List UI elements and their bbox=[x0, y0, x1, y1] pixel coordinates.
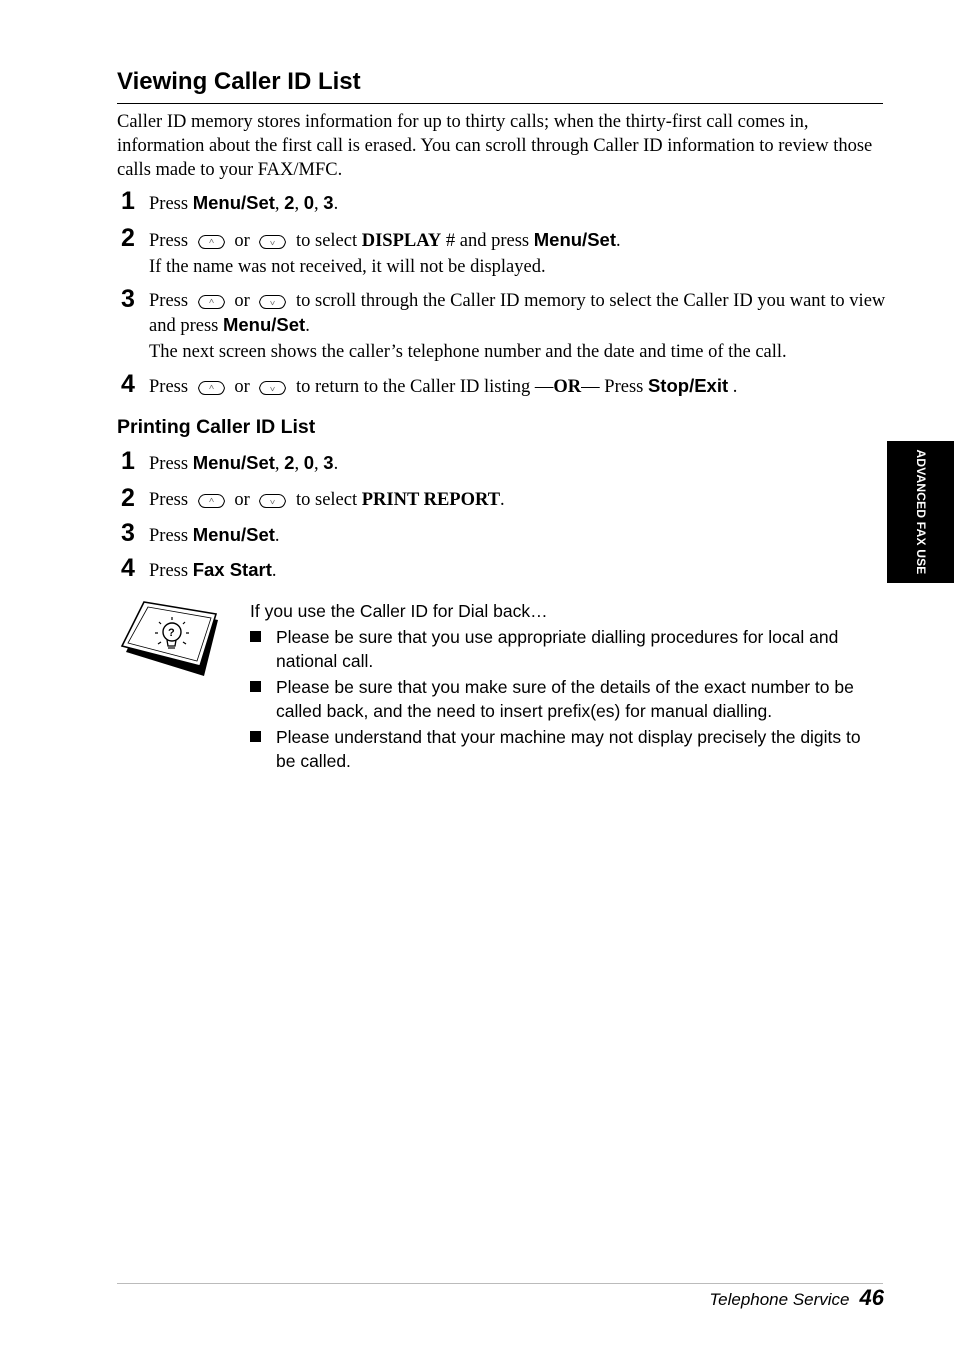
step-text: Press bbox=[149, 291, 193, 311]
separator: , bbox=[314, 194, 324, 214]
separator: , bbox=[314, 454, 324, 474]
viewing-step-1 bbox=[117, 187, 887, 216]
step-text: Press bbox=[149, 561, 193, 581]
separator: , bbox=[274, 194, 285, 214]
step-number: 2 bbox=[121, 484, 135, 512]
footer-divider bbox=[117, 1283, 883, 1284]
square-bullet-icon bbox=[250, 731, 261, 742]
step-text: Press bbox=[149, 231, 193, 251]
menu-option: PRINT REPORT bbox=[361, 490, 501, 510]
square-bullet-icon bbox=[250, 631, 261, 642]
step-text: Press bbox=[149, 490, 193, 510]
punctuation: . bbox=[271, 561, 277, 581]
key-label: Menu/Set bbox=[533, 229, 616, 250]
note-item-text: Please be sure that you use appropriate dialling procedures for local and national call. bbox=[276, 627, 839, 671]
note-item-text: Please be sure that you make sure of the details of the exact number to be called back, and the need to insert prefix(es) for manual dialling. bbox=[276, 677, 854, 721]
chapter-side-tab-label: ADVANCED FAX USE bbox=[913, 449, 928, 575]
step-note: The next screen shows the caller’s telephone number and the date and time of the call. bbox=[149, 342, 787, 362]
key-label: Menu/Set bbox=[192, 192, 275, 213]
step-text: Press bbox=[149, 526, 193, 546]
footer-section-name: Telephone Service bbox=[709, 1290, 850, 1309]
lightbulb-note-icon bbox=[120, 600, 224, 678]
viewing-step-3 bbox=[117, 285, 887, 364]
key-label: 3 bbox=[323, 192, 334, 213]
key-label: Menu/Set bbox=[192, 452, 275, 473]
intro-paragraph: Caller ID memory stores information for up to thirty calls; when the thirty-first call comes in, information about the first call is erased. You can scroll through Caller ID information to review those calls made to your FAX/MFC. bbox=[117, 112, 873, 180]
step-text: Press bbox=[149, 454, 193, 474]
step-number: 1 bbox=[121, 187, 135, 215]
step-text: to select bbox=[291, 490, 362, 510]
key-label: Fax Start bbox=[192, 559, 272, 580]
up-arrow-key-icon bbox=[197, 380, 226, 396]
up-arrow-key-icon bbox=[197, 493, 226, 509]
key-label: 3 bbox=[323, 452, 334, 473]
step-text: or bbox=[229, 490, 255, 510]
step-text: to return to the Caller ID listing — bbox=[291, 377, 554, 397]
down-arrow-key-icon bbox=[258, 493, 287, 509]
note-item bbox=[250, 625, 880, 673]
note-lead: If you use the Caller ID for Dial back… bbox=[250, 601, 548, 621]
step-number: 2 bbox=[121, 224, 135, 252]
step-text: to select bbox=[291, 231, 362, 251]
punctuation: . bbox=[333, 454, 339, 474]
up-arrow-key-icon bbox=[197, 234, 226, 250]
key-label: 2 bbox=[284, 452, 295, 473]
down-arrow-key-icon bbox=[258, 380, 287, 396]
menu-option: DISPLAY bbox=[361, 231, 442, 251]
page-footer bbox=[709, 1285, 884, 1311]
or-keyword: OR bbox=[553, 377, 582, 397]
punctuation: . bbox=[274, 526, 280, 546]
printing-step-3 bbox=[117, 519, 887, 548]
down-arrow-key-icon bbox=[258, 294, 287, 310]
key-label: Menu/Set bbox=[222, 314, 306, 335]
viewing-step-4 bbox=[117, 370, 887, 399]
printing-step-4 bbox=[117, 554, 887, 583]
svg-text:?: ? bbox=[168, 627, 175, 639]
page-title: Viewing Caller ID List bbox=[117, 68, 361, 95]
punctuation: . bbox=[333, 194, 339, 214]
step-text: # and press bbox=[441, 231, 534, 251]
step-text: to scroll through the Caller ID memory to select the Caller ID you want to view and press bbox=[149, 291, 886, 336]
note-item bbox=[250, 675, 880, 723]
step-text: Press bbox=[149, 377, 193, 397]
key-label: 0 bbox=[303, 452, 315, 473]
square-bullet-icon bbox=[250, 681, 261, 692]
key-label: Stop/Exit bbox=[647, 375, 729, 396]
step-text: Press bbox=[149, 194, 193, 214]
separator: , bbox=[274, 454, 285, 474]
printing-step-1 bbox=[117, 447, 887, 476]
separator: , bbox=[294, 194, 304, 214]
note-item-text: Please understand that your machine may not display precisely the digits to be called. bbox=[276, 727, 861, 771]
down-arrow-key-icon bbox=[258, 234, 287, 250]
step-text: or bbox=[229, 291, 255, 311]
key-label: 0 bbox=[303, 192, 315, 213]
punctuation: . bbox=[615, 231, 621, 251]
printing-step-2 bbox=[117, 484, 887, 512]
key-label: Menu/Set bbox=[192, 524, 275, 545]
section-subtitle: Printing Caller ID List bbox=[117, 416, 316, 438]
note-item bbox=[250, 725, 880, 773]
chapter-side-tab bbox=[887, 441, 954, 583]
step-number: 3 bbox=[121, 519, 135, 547]
punctuation: . bbox=[728, 377, 738, 397]
punctuation: . bbox=[305, 316, 310, 336]
step-number: 4 bbox=[121, 554, 135, 582]
step-number: 3 bbox=[121, 285, 135, 313]
step-text: or bbox=[229, 231, 255, 251]
step-number: 1 bbox=[121, 447, 135, 475]
step-text: or bbox=[229, 377, 255, 397]
step-number: 4 bbox=[121, 370, 135, 398]
title-divider bbox=[117, 103, 883, 104]
key-label: 2 bbox=[284, 192, 295, 213]
punctuation: . bbox=[500, 490, 505, 510]
page-number: 46 bbox=[859, 1285, 884, 1310]
step-note: If the name was not received, it will not be displayed. bbox=[149, 257, 546, 277]
step-text: — Press bbox=[581, 377, 648, 397]
viewing-step-2 bbox=[117, 224, 887, 279]
separator: , bbox=[294, 454, 304, 474]
note-box bbox=[250, 599, 880, 775]
up-arrow-key-icon bbox=[197, 294, 226, 310]
